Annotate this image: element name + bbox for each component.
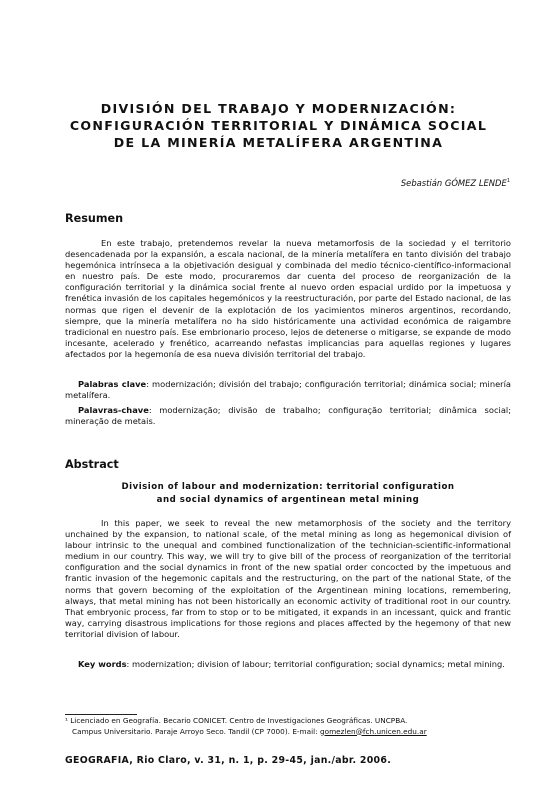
- keywords-portuguese-text: : modernização; divisão de trabalho; configuração territorial; dinâmica social; mineração de metais.: [65, 405, 511, 427]
- keywords-english: [65, 659, 511, 670]
- abstract-heading: Abstract: [65, 458, 119, 471]
- author-email-link[interactable]: gomezlen@fch.unicen.edu.ar: [319, 726, 427, 736]
- footnote-divider: [65, 714, 137, 715]
- author-name: Sebastián GÓMEZ LENDE: [400, 178, 507, 188]
- author-footnote-mark: 1: [506, 178, 510, 185]
- title-line-1: DIVISIÓN DEL TRABAJO Y MODERNIZACIÓN:: [100, 101, 457, 116]
- footnote-address: Campus Universitario. Paraje Arroyo Seco. Tandil (CP 7000). E-mail:: [72, 726, 320, 736]
- journal-reference: GEOGRAFIA, Rio Claro, v. 31, n. 1, p. 29-45, jan./abr. 2006.: [65, 755, 392, 766]
- author-byline: [401, 178, 510, 188]
- resumen-body: En este trabajo, pretendemos revelar la nueva metamorfosis de la sociedad y el territorio desencadenada por la expansión, a escala nacional, de la minería metalífera en tanto división del trabajo hegemónica intrínseca a la objetivación desigual y combinada del medio técnico-científico-informacional en nuestro país. De este modo, procuraremos dar cuenta del proceso de reorganización de la configuración territorial y la dinámica social frente al nuevo orden espacial urdido por la impetuosa y frenética invasión de los capitales hegemónicos y la reestructuración, por parte del Estado nacional, de las normas que rigen el devenir de la explotación de los yacimientos mineros argentinos, recordando, siempre, que la minería metalífera no ha sido históricamente una actividad económica de raigambre tradicional en nuestro país. Ese embrionario proceso, lejos de detenerse o mitigarse, se expande de modo incesante, acelerado y frenético, acarreando nefastas implicancias para aquellas regiones y lugares afectados por la hegemonía de esa nueva división territorial del trabajo.: [65, 238, 511, 359]
- abstract-title: [65, 481, 511, 507]
- resumen-heading: Resumen: [65, 212, 124, 225]
- keywords-portuguese: [65, 405, 511, 427]
- keywords-spanish-label: Palabras clave: [78, 379, 147, 389]
- abstract-title-line-1: Division of labour and modernization: territorial configuration: [121, 482, 455, 492]
- footnote-line-1: ¹ Licenciado en Geografía. Becario CONICET. Centro de Investigaciones Geográficas. UNCPBA.: [65, 716, 408, 725]
- paper-title: [40, 100, 517, 151]
- abstract-title-line-2: and social dynamics of argentinean metal mining: [156, 495, 420, 505]
- keywords-spanish-text: : modernización; división del trabajo; configuración territorial; dinámica social; minería metalífera.: [65, 379, 511, 401]
- title-line-3: DE LA MINERÍA METALÍFERA ARGENTINA: [113, 135, 444, 150]
- title-line-2: CONFIGURACIÓN TERRITORIAL Y DINÁMICA SOCIAL: [69, 118, 488, 133]
- footnote-line-2: [65, 727, 520, 738]
- keywords-english-label: Key words: [78, 659, 127, 669]
- footnote: [65, 716, 520, 737]
- keywords-portuguese-label: Palavras-chave: [78, 405, 149, 415]
- abstract-body: In this paper, we seek to reveal the new metamorphosis of the society and the territory unchained by the expansion, to national scale, of the metal mining as long as hegemonical division of labour intrinsic to the unequal and combined functionalization of the technician-scientific-informational medium in our country. This way, we will try to give bill of the process of reorganization of the territorial configuration and the social dynamics in front of the new spatial order concocted by the impetuous and frantic invasion of the hegemonic capitals and the restructuring, on the part of the national State, of the norms that govern becoming of the exploitation of the Argentinean mining locations, remembering, always, that metal mining has not been historically an economic activity of traditional root in our country. That embryonic process, far from to stop or to be mitigated, it expands in an incessant, quick and frantic way, carrying disastrous implications for those regions and places affected by the hegemony of that new territorial division of labour.: [65, 518, 511, 639]
- keywords-spanish: [65, 379, 511, 401]
- keywords-english-text: : modernization; division of labour; territorial configuration; social dynamics; metal mining.: [126, 659, 505, 669]
